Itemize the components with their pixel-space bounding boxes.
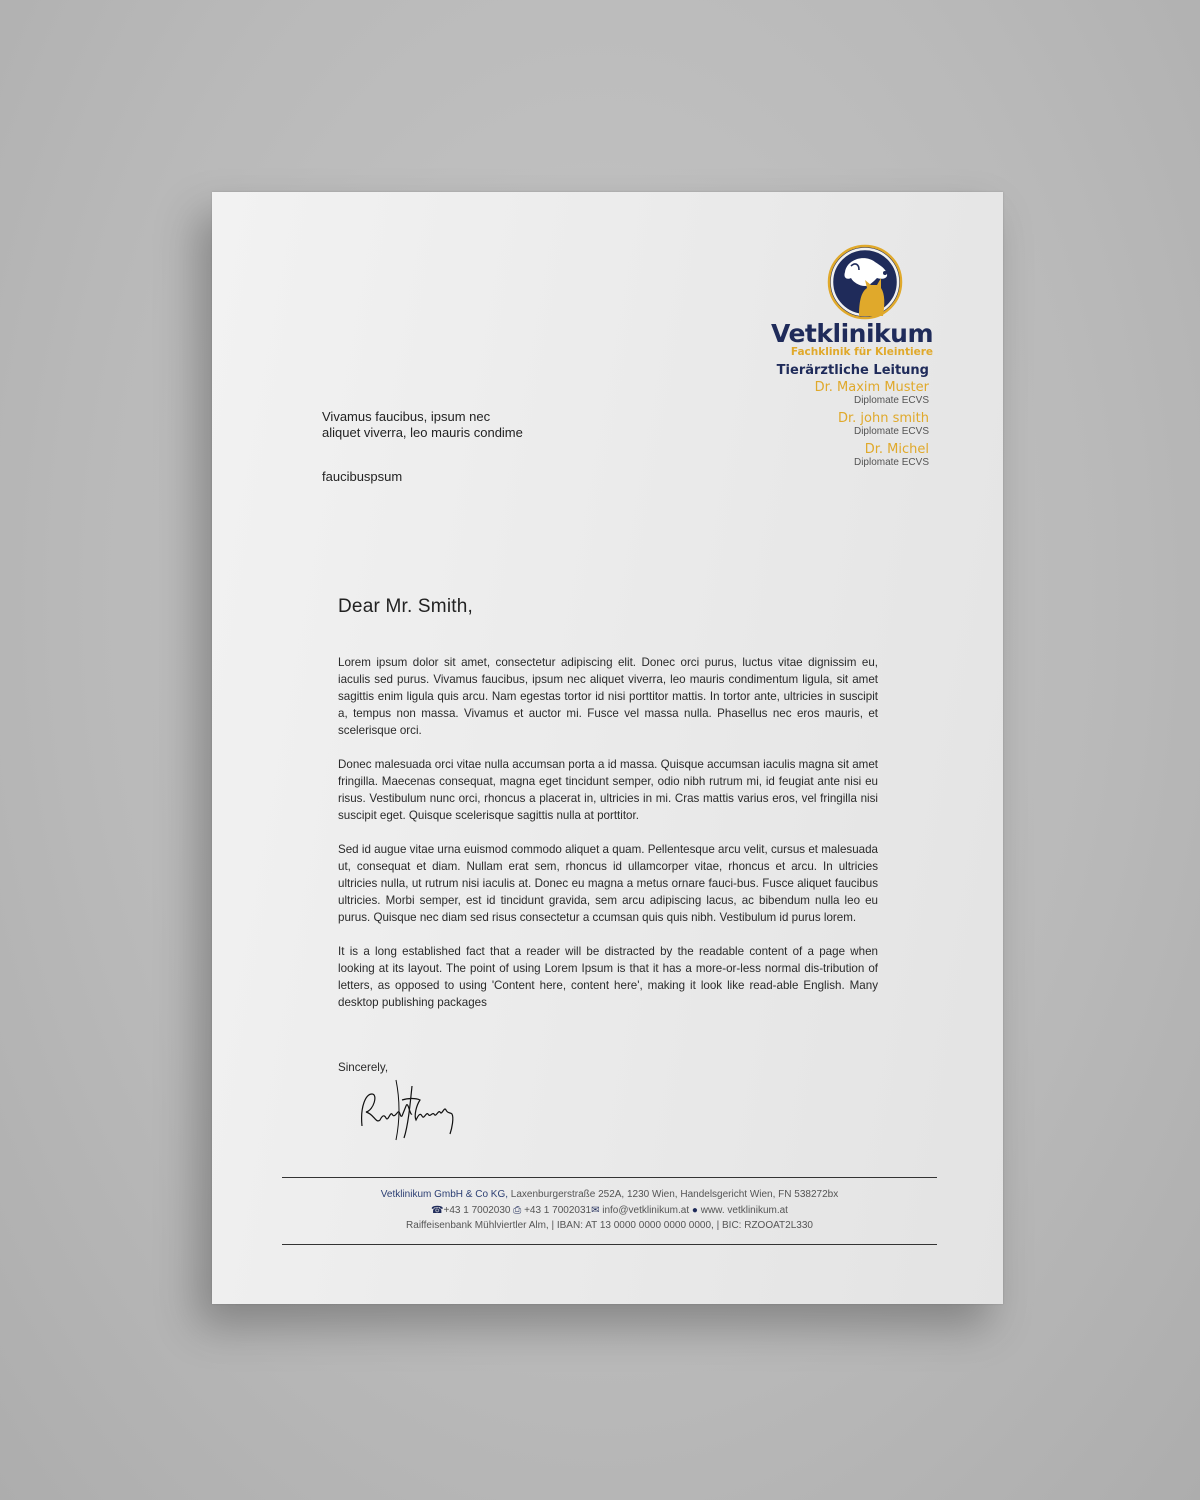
footer-company: Vetklinikum GmbH & Co KG, <box>380 1189 509 1200</box>
leadership-block <box>777 362 929 474</box>
body-paragraph: Donec malesuada orci vitae nulla accumsan porta a id massa. Quisque accumsan iaculis magna sit amet fringilla. Maecenas consequat, magna eget tincidunt semper, odio nibh rutrum mi, id feugiat ante nisi eu risus. Vestibulum nunc orci, rhoncus a placerat in, ultricies in mi. Cras mattis varius eros, vel fringilla nisi suscipit eget. Quisque scelerisque sagittis nulla at porttitor. <box>338 758 878 822</box>
footer-address: Laxenburgerstraße 252A, 1230 Wien, Handelsgericht Wien, FN 538272bx <box>508 1189 839 1200</box>
doctor-credential: Diplomate ECVS <box>853 395 929 406</box>
body-paragraph: Sed id augue vitae urna euismod commodo aliquet a quam. Pellentesque arcu velit, cursus et malesuada ut, consequat et diam. Nullam erat sem, rhoncus id ullamcorper vitae, rhoncus et arcu. In ultricies ultricies nulla, ut rutrum nisi iaculis at. Donec eu magna a metus ornare fauci-bus. Fusce aliquet faucibus ultricies. Morbi semper, est id tincidunt gravida, sem arcu adipiscing lacus, ac bibendum nulla leo eu purus. Quisque nec diam sed risus consectetur a ccumsan quis quis nibh. Vestibulum id purus lorem. <box>338 843 878 924</box>
doctor-name: Dr. Michel <box>864 442 929 457</box>
footer-top-rule <box>282 1177 937 1178</box>
doctor-credential: Diplomate ECVS <box>853 457 929 468</box>
recipient-line: faucibuspsum <box>322 469 403 484</box>
recipient-line: aliquet viverra, leo mauris condime <box>322 424 523 440</box>
doctor-credential: Diplomate ECVS <box>853 426 929 437</box>
globe-icon: ● <box>691 1204 698 1216</box>
fax-icon: ⎙ <box>513 1204 522 1216</box>
footer <box>282 1187 937 1234</box>
dog-cat-logo-icon <box>825 242 905 322</box>
letterhead-page <box>212 192 1003 1304</box>
closing: Sincerely, <box>338 1061 389 1074</box>
phone-icon: ☎ <box>431 1204 444 1216</box>
footer-web[interactable]: www. vetklinikum.at <box>700 1204 788 1216</box>
recipient-line: Vivamus faucibus, ipsum nec <box>322 409 491 424</box>
footer-phone: +43 1 7002030 <box>443 1204 511 1216</box>
footer-company-line <box>282 1187 937 1203</box>
body-paragraph: It is a long established fact that a reader will be distracted by the readable content of a page when looking at its layout. The point of using Lorem Ipsum is that it has a more-or-less normal dis-tribution of letters, as opposed to using 'Content here, content here', making it look like read-able English. Many desktop publishing packages <box>338 945 878 1009</box>
recipient-address <box>322 409 523 440</box>
letter-body <box>338 654 878 1028</box>
leadership-title: Tierärztliche Leitung <box>776 363 929 378</box>
doctor-name: Dr. john smith <box>838 411 929 426</box>
email-icon: ✉ <box>591 1204 600 1216</box>
body-paragraph: Lorem ipsum dolor sit amet, consectetur adipiscing elit. Donec orci purus, luctus vitae dignissim eu, iaculis sed purus. Vivamus faucibus, ipsum nec aliquet viverra, leo mauris condimentum ligula, sit amet sagittis enim ligula quis arcu. Nam egestas tortor id nisi porttitor mattis. In tortor ante, ultricies in suscipit a, tempus non massa. Vivamus et auctor mi. Fusce vel massa nulla. Phasellus nec eros mauris, et scelerisque orci. <box>338 656 878 737</box>
brand-name: Vetklinikum <box>771 319 933 348</box>
signature <box>356 1076 466 1151</box>
footer-email[interactable]: info@vetklinikum.at <box>602 1204 690 1216</box>
footer-bottom-rule <box>282 1244 937 1245</box>
greeting: Dear Mr. Smith, <box>338 596 473 617</box>
brand-block <box>771 320 933 358</box>
footer-contact-line <box>282 1203 937 1219</box>
footer-bank: Raiffeisenbank Mühlviertler Alm, | IBAN: AT 13 0000 0000 0000 0000, | BIC: RZOOAT2L330 <box>406 1220 813 1231</box>
footer-fax: +43 1 7002031 <box>524 1204 592 1216</box>
brand-subtitle: Fachklinik für Kleintiere <box>790 346 933 358</box>
doctor-name: Dr. Maxim Muster <box>814 380 929 395</box>
